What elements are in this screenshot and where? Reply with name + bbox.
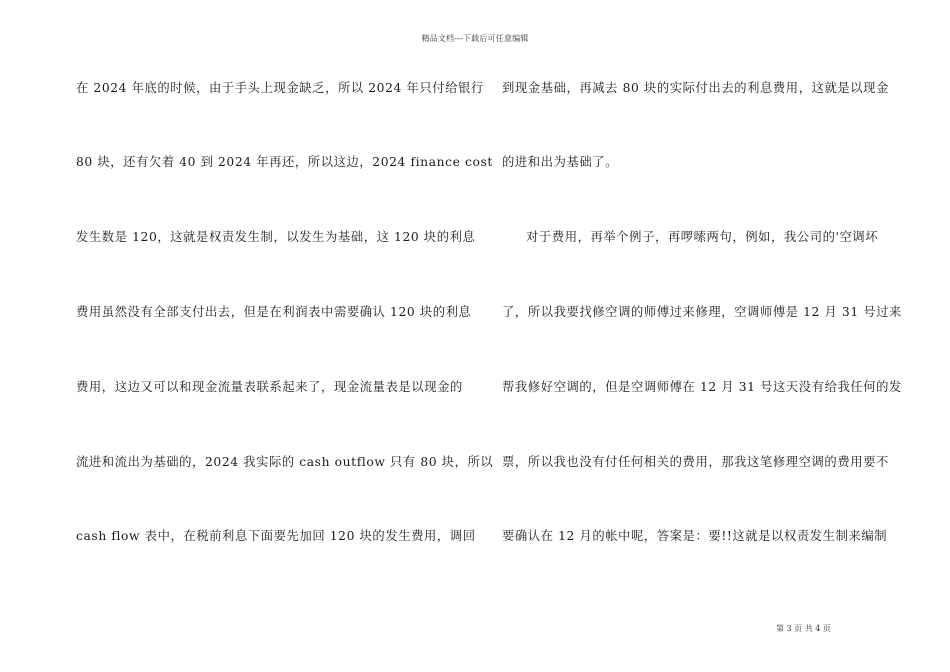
text-line: 了，所以我要找修空调的师傅过来修理，空调师傅是 12 月 31 号过来 — [502, 305, 902, 319]
text-line: 流进和流出为基础的，2024 我实际的 cash outflow 只有 80 块，所以 — [76, 455, 494, 469]
paragraph-start-line: 对于费用，再举个例子，再啰嗦两句，例如，我公司的'空调坏 — [526, 230, 879, 244]
text-line: 80 块，还有欠着 40 到 2024 年再还，所以这边，2024 finance cost — [76, 155, 493, 169]
text-line: 费用，这边又可以和现金流量表联系起来了，现金流量表是以现金的 — [76, 380, 463, 394]
text-line: 费用虽然没有全部支付出去，但是在利润表中需要确认 120 块的利息 — [76, 305, 472, 319]
text-line: 到现金基础，再减去 80 块的实际付出去的利息费用，这就是以现金 — [502, 81, 889, 95]
text-line: 帮我修好空调的，但是空调师傅在 12 月 31 号这天没有给我任何的发 — [502, 380, 902, 394]
text-line: 要确认在 12 月的帐中呢，答案是：要!!这就是以权责发生制来编制 — [502, 529, 888, 543]
page-number: 第 3 页 共 4 页 — [776, 624, 831, 633]
text-line: 票，所以我也没有付任何相关的费用，那我这笔修理空调的费用要不 — [502, 455, 889, 469]
text-line: 的进和出为基础了。 — [502, 155, 619, 169]
text-line: 发生数是 120，这就是权责发生制，以发生为基础，这 120 块的利息 — [76, 230, 476, 244]
text-line: 在 2024 年底的时候，由于手头上现金缺乏，所以 2024 年只付给银行 — [76, 81, 484, 95]
text-line: cash flow 表中，在税前利息下面要先加回 120 块的发生费用，调回 — [76, 529, 476, 543]
page-header: 精品文档---下载后可任意编辑 — [421, 34, 529, 43]
